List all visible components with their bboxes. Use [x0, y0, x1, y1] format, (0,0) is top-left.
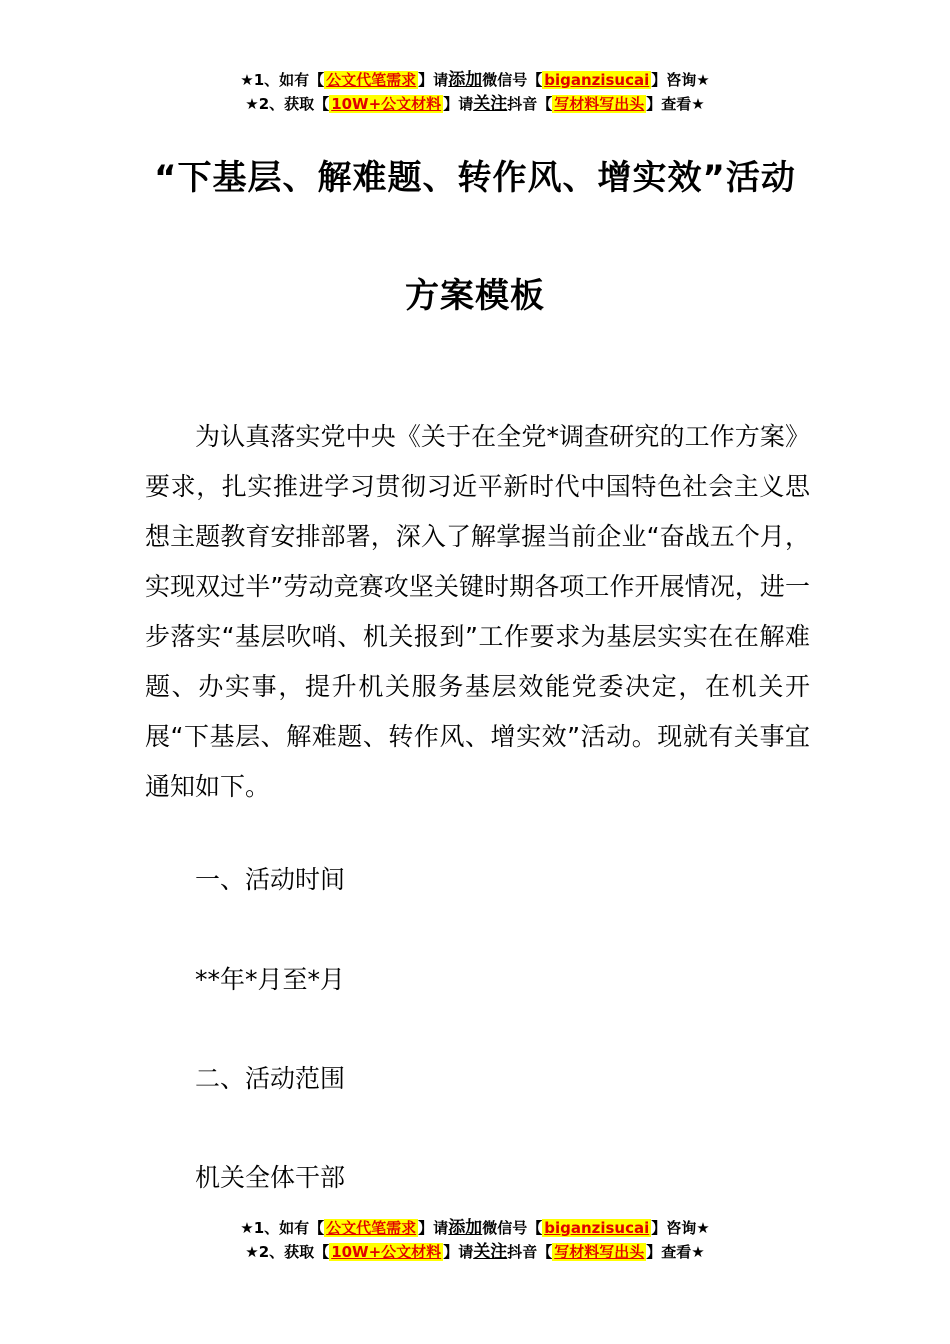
footer-promo-banner: [0, 1216, 950, 1264]
promo-text: 】咨询★: [651, 71, 710, 89]
document-title-line-2: 方案模板: [405, 276, 545, 316]
document-title-line-1: “下基层、解难题、转作风、增实效”活动: [154, 158, 796, 198]
intro-paragraph: 为认真落实党中央《关于在全党*调查研究的工作方案》要求，扎实推进学习贯彻习近平新时代中国特色社会主义思想主题教育安排部署，深入了解掌握当前企业“奋战五个月，实现双过半”劳动竞赛攻坚关键时期各项工作开展情况，进一步落实“基层吹哨、机关报到”工作要求为基层实实在在解难题、办实事，提升机关服务基层效能党委决定，在机关开展“下基层、解难题、转作风、增实效”活动。现就有关事宜通知如下。: [145, 422, 810, 801]
promo-text: 】请: [418, 1219, 449, 1237]
promo-text: 】咨询★: [651, 1219, 710, 1237]
promo-text: 】请: [418, 71, 449, 89]
promo-emphasis: 添加: [448, 1218, 483, 1238]
promo-douyin-id: 写材料写出头: [554, 1243, 645, 1261]
promo-highlight: 公文代笔需求: [326, 1219, 417, 1237]
promo-text: 微信号【: [482, 71, 543, 89]
section-heading-scope: 二、活动范围: [195, 1064, 346, 1093]
promo-text: 】请: [443, 1243, 474, 1261]
promo-text: ★1、如有【: [240, 1219, 325, 1237]
promo-text: ★1、如有【: [240, 71, 325, 89]
promo-wechat-id: biganzisucai: [544, 1219, 650, 1237]
promo-highlight: 公文代笔需求: [326, 71, 417, 89]
promo-line-1: [0, 1216, 950, 1240]
promo-line-1: [0, 68, 950, 92]
promo-line-2: [0, 1240, 950, 1264]
promo-text: 】请: [443, 95, 474, 113]
section-text-scope: 机关全体干部: [195, 1163, 346, 1192]
promo-text: 抖音【: [507, 95, 553, 113]
promo-highlight: 10W+公文材料: [331, 1243, 442, 1261]
promo-text: 抖音【: [507, 1243, 553, 1261]
promo-emphasis: 关注: [473, 1242, 508, 1262]
promo-highlight: 10W+公文材料: [331, 95, 442, 113]
promo-text: ★2、获取【: [245, 95, 330, 113]
header-promo-banner: [0, 68, 950, 116]
promo-text: 】查看★: [646, 95, 705, 113]
promo-emphasis: 关注: [473, 94, 508, 114]
promo-text: 】查看★: [646, 1243, 705, 1261]
promo-emphasis: 添加: [448, 70, 483, 90]
section-heading-time: 一、活动时间: [195, 865, 346, 894]
promo-wechat-id: biganzisucai: [544, 71, 650, 89]
promo-text: 微信号【: [482, 1219, 543, 1237]
promo-line-2: [0, 92, 950, 116]
section-text-time: **年*月至*月: [195, 965, 346, 994]
promo-douyin-id: 写材料写出头: [554, 95, 645, 113]
promo-text: ★2、获取【: [245, 1243, 330, 1261]
